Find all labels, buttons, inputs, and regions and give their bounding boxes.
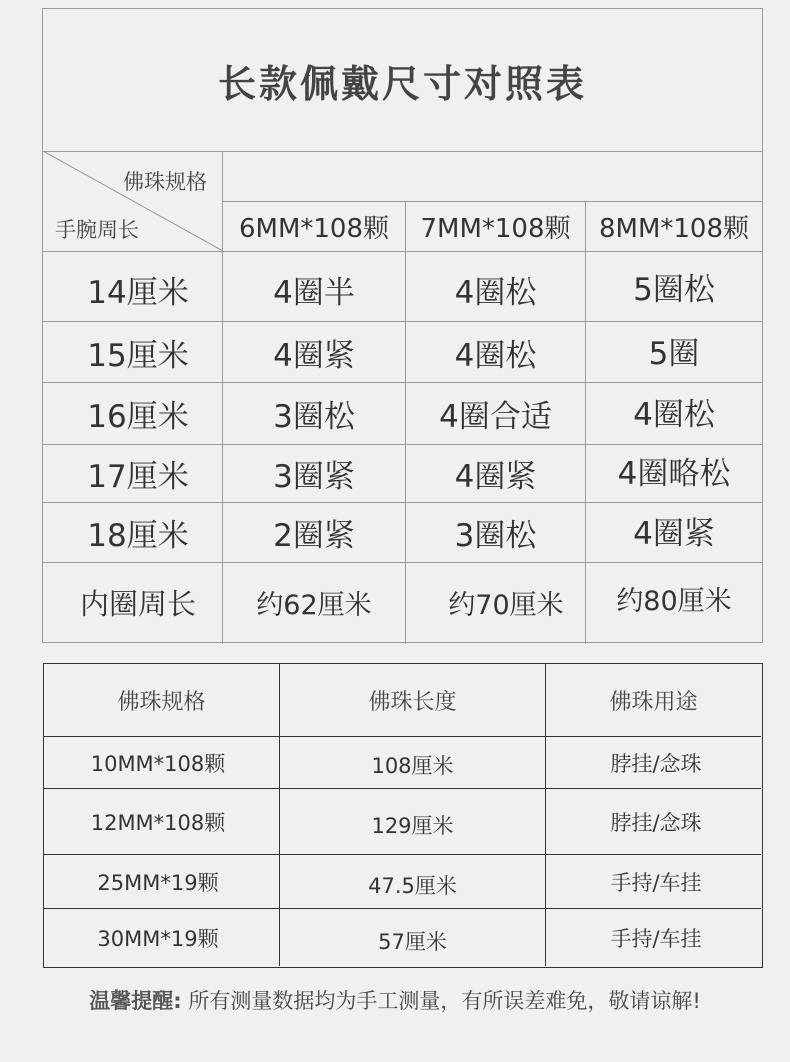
table-cell: 2圈紧	[273, 518, 355, 554]
table-cell: 108厘米	[371, 753, 454, 778]
bead-spec-table	[43, 663, 763, 968]
table-cell: 4圈松	[454, 337, 537, 374]
row-label: 内圈周长	[79, 587, 196, 621]
table-cell: 4圈略松	[617, 456, 731, 492]
table-cell: 3圈松	[454, 518, 537, 554]
row-label: 16厘米	[87, 399, 189, 435]
measurement-note	[0, 985, 790, 1015]
table-cell: 47.5厘米	[368, 873, 457, 898]
table-cell: 约70厘米	[448, 590, 564, 621]
table-cell: 脖挂/念珠	[610, 810, 702, 835]
table-cell: 129厘米	[371, 813, 454, 838]
column-header: 7MM*108颗	[420, 214, 571, 244]
table-cell: 4圈紧	[633, 516, 715, 552]
table-cell: 12MM*108颗	[90, 810, 226, 835]
table-cell: 10MM*108颗	[90, 751, 226, 776]
note-text: 所有测量数据均为手工测量，有所误差难免，敬请谅解!	[181, 989, 701, 1013]
table-cell: 约62厘米	[256, 590, 372, 621]
table-cell: 4圈松	[454, 274, 537, 311]
row-label: 15厘米	[87, 337, 189, 374]
table-cell: 约80厘米	[616, 586, 732, 617]
table-title-cell	[43, 9, 762, 152]
size-chart-table	[42, 8, 763, 643]
note-label: 温馨提醒:	[89, 989, 182, 1013]
column-header: 6MM*108颗	[238, 214, 390, 244]
column-header: 佛珠长度	[368, 689, 457, 715]
table-cell: 4圈紧	[454, 459, 537, 495]
table-cell: 4圈松	[633, 397, 715, 433]
table-cell: 5圈	[648, 335, 700, 372]
table-cell: 4圈合适	[439, 399, 552, 435]
table-cell: 57厘米	[378, 929, 447, 954]
column-header: 佛珠用途	[609, 689, 698, 715]
table-cell: 手持/车挂	[610, 926, 702, 951]
corner-label-wrist: 手腕周长	[55, 218, 139, 242]
table-title: 长款佩戴尺寸对照表	[217, 61, 587, 106]
table-cell: 手持/车挂	[610, 870, 702, 895]
column-header: 佛珠规格	[117, 689, 206, 715]
column-header: 8MM*108颗	[598, 214, 750, 244]
table-cell: 30MM*19颗	[97, 926, 219, 951]
table-cell: 4圈紧	[273, 337, 355, 374]
table-cell: 25MM*19颗	[97, 870, 219, 895]
row-label: 14厘米	[87, 274, 189, 311]
grid-line	[43, 251, 762, 252]
table-cell: 3圈松	[273, 399, 355, 435]
corner-label-spec: 佛珠规格	[123, 170, 207, 194]
table-cell: 3圈紧	[273, 459, 355, 495]
table-cell: 5圈松	[633, 271, 715, 308]
table-cell: 4圈半	[273, 274, 355, 311]
row-label: 18厘米	[87, 518, 189, 554]
table-cell: 脖挂/念珠	[610, 751, 702, 776]
row-label: 17厘米	[87, 459, 189, 495]
